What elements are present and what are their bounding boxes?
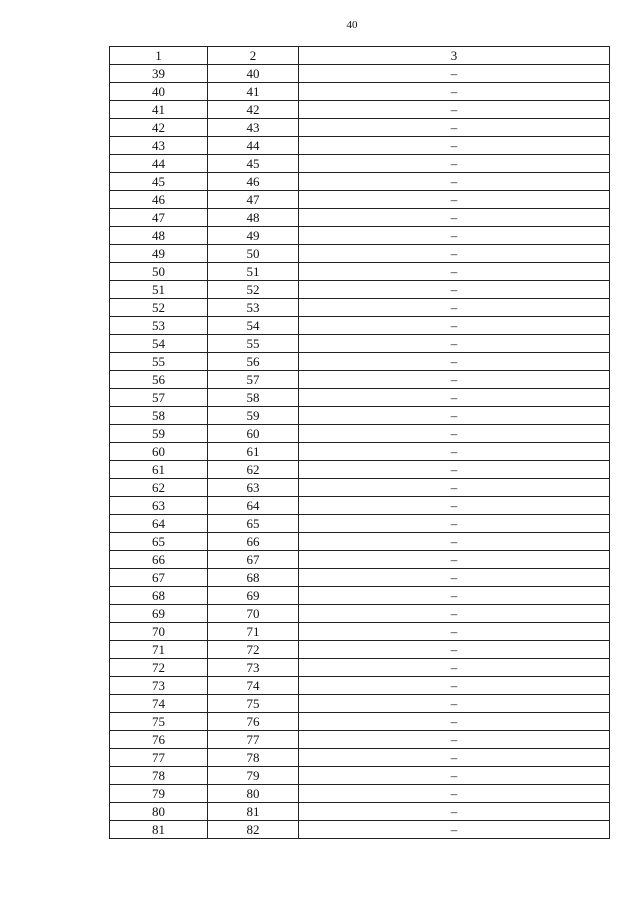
table-cell-col-1: 42 <box>110 119 208 137</box>
table-row <box>110 605 610 623</box>
table-cell-col-3: – <box>299 137 610 155</box>
table-row <box>110 767 610 785</box>
table-cell-col-1: 53 <box>110 317 208 335</box>
table-cell-col-1: 57 <box>110 389 208 407</box>
table-cell-col-2: 67 <box>208 551 299 569</box>
table-cell-col-1: 40 <box>110 83 208 101</box>
table-cell-col-3: – <box>299 371 610 389</box>
table-cell-col-1: 80 <box>110 803 208 821</box>
table-cell-col-2: 40 <box>208 65 299 83</box>
table-row <box>110 65 610 83</box>
table-cell-col-2: 41 <box>208 83 299 101</box>
table-cell-col-1: 61 <box>110 461 208 479</box>
table-row <box>110 101 610 119</box>
table-cell-col-3: – <box>299 425 610 443</box>
table-cell-col-2: 46 <box>208 173 299 191</box>
table-cell-col-3: – <box>299 443 610 461</box>
table-row <box>110 245 610 263</box>
table-cell-col-2: 76 <box>208 713 299 731</box>
table-cell-col-3: – <box>299 65 610 83</box>
table-cell-col-2: 70 <box>208 605 299 623</box>
table-row <box>110 497 610 515</box>
table-cell-col-2: 63 <box>208 479 299 497</box>
table-row <box>110 263 610 281</box>
table-cell-col-2: 51 <box>208 263 299 281</box>
table-cell-col-2: 69 <box>208 587 299 605</box>
table-cell-col-1: 65 <box>110 533 208 551</box>
table-cell-col-1: 46 <box>110 191 208 209</box>
table-cell-col-1: 70 <box>110 623 208 641</box>
table-row <box>110 731 610 749</box>
table-row <box>110 227 610 245</box>
table-cell-col-1: 64 <box>110 515 208 533</box>
table-row <box>110 281 610 299</box>
table-cell-col-1: 39 <box>110 65 208 83</box>
table-cell-col-2: 53 <box>208 299 299 317</box>
column-header-3: 3 <box>299 47 610 65</box>
table-cell-col-1: 52 <box>110 299 208 317</box>
table-cell-col-3: – <box>299 263 610 281</box>
table-cell-col-3: – <box>299 587 610 605</box>
table-cell-col-2: 62 <box>208 461 299 479</box>
header-row <box>110 47 610 65</box>
table-cell-col-2: 61 <box>208 443 299 461</box>
table-cell-col-3: – <box>299 155 610 173</box>
table-row <box>110 137 610 155</box>
table-cell-col-1: 56 <box>110 371 208 389</box>
table-cell-col-3: – <box>299 407 610 425</box>
table-cell-col-2: 56 <box>208 353 299 371</box>
table-cell-col-1: 63 <box>110 497 208 515</box>
table-cell-col-2: 65 <box>208 515 299 533</box>
table-cell-col-2: 58 <box>208 389 299 407</box>
table-cell-col-1: 69 <box>110 605 208 623</box>
table-row <box>110 443 610 461</box>
table-cell-col-3: – <box>299 101 610 119</box>
table-cell-col-1: 48 <box>110 227 208 245</box>
table-row <box>110 479 610 497</box>
table-cell-col-2: 45 <box>208 155 299 173</box>
table-cell-col-3: – <box>299 389 610 407</box>
table-cell-col-3: – <box>299 533 610 551</box>
table-cell-col-3: – <box>299 461 610 479</box>
table-cell-col-3: – <box>299 569 610 587</box>
table-cell-col-2: 75 <box>208 695 299 713</box>
table-cell-col-1: 59 <box>110 425 208 443</box>
table-cell-col-3: – <box>299 281 610 299</box>
table-cell-col-2: 44 <box>208 137 299 155</box>
table-cell-col-2: 48 <box>208 209 299 227</box>
table-row <box>110 119 610 137</box>
table-cell-col-2: 66 <box>208 533 299 551</box>
table-row <box>110 425 610 443</box>
table-cell-col-3: – <box>299 515 610 533</box>
table-row <box>110 677 610 695</box>
table-cell-col-3: – <box>299 119 610 137</box>
table-cell-col-2: 73 <box>208 659 299 677</box>
table-row <box>110 353 610 371</box>
table-cell-col-1: 81 <box>110 821 208 839</box>
table-cell-col-3: – <box>299 785 610 803</box>
table-row <box>110 623 610 641</box>
table-cell-col-1: 50 <box>110 263 208 281</box>
table-row <box>110 641 610 659</box>
table-row <box>110 821 610 839</box>
table-cell-col-2: 68 <box>208 569 299 587</box>
table-cell-col-1: 76 <box>110 731 208 749</box>
table-cell-col-2: 81 <box>208 803 299 821</box>
table-cell-col-3: – <box>299 335 610 353</box>
table-cell-col-3: – <box>299 497 610 515</box>
table-cell-col-2: 60 <box>208 425 299 443</box>
column-header-2: 2 <box>208 47 299 65</box>
table-row <box>110 173 610 191</box>
table-cell-col-3: – <box>299 173 610 191</box>
table-cell-col-1: 68 <box>110 587 208 605</box>
table-cell-col-1: 44 <box>110 155 208 173</box>
table-row <box>110 569 610 587</box>
table-row <box>110 551 610 569</box>
table-cell-col-1: 60 <box>110 443 208 461</box>
table-row <box>110 83 610 101</box>
table-cell-col-3: – <box>299 353 610 371</box>
table-cell-col-2: 64 <box>208 497 299 515</box>
table-row <box>110 713 610 731</box>
table-body <box>110 65 610 839</box>
table-cell-col-1: 58 <box>110 407 208 425</box>
table-cell-col-2: 54 <box>208 317 299 335</box>
table-cell-col-1: 45 <box>110 173 208 191</box>
table-cell-col-1: 62 <box>110 479 208 497</box>
table-cell-col-2: 52 <box>208 281 299 299</box>
table-row <box>110 191 610 209</box>
table-cell-col-1: 47 <box>110 209 208 227</box>
table-row <box>110 515 610 533</box>
table-row <box>110 155 610 173</box>
table-cell-col-1: 74 <box>110 695 208 713</box>
table-cell-col-3: – <box>299 317 610 335</box>
table-cell-col-1: 67 <box>110 569 208 587</box>
table-cell-col-3: – <box>299 479 610 497</box>
table-cell-col-1: 71 <box>110 641 208 659</box>
table-row <box>110 371 610 389</box>
table-row <box>110 407 610 425</box>
data-table <box>109 46 610 839</box>
table-cell-col-1: 77 <box>110 749 208 767</box>
table-row <box>110 749 610 767</box>
table-header <box>110 47 610 65</box>
table-cell-col-3: – <box>299 83 610 101</box>
table-cell-col-2: 59 <box>208 407 299 425</box>
table-cell-col-1: 73 <box>110 677 208 695</box>
table-row <box>110 785 610 803</box>
table-cell-col-3: – <box>299 677 610 695</box>
table-cell-col-1: 72 <box>110 659 208 677</box>
table-cell-col-3: – <box>299 749 610 767</box>
table-cell-col-1: 78 <box>110 767 208 785</box>
table-cell-col-3: – <box>299 695 610 713</box>
table-cell-col-2: 57 <box>208 371 299 389</box>
page-number: 40 <box>346 19 358 31</box>
table-cell-col-3: – <box>299 605 610 623</box>
table-cell-col-1: 49 <box>110 245 208 263</box>
table-row <box>110 299 610 317</box>
table-cell-col-3: – <box>299 641 610 659</box>
table-cell-col-1: 79 <box>110 785 208 803</box>
table-row <box>110 803 610 821</box>
table-cell-col-2: 50 <box>208 245 299 263</box>
table-cell-col-2: 79 <box>208 767 299 785</box>
table-row <box>110 461 610 479</box>
table-cell-col-3: – <box>299 821 610 839</box>
table-cell-col-3: – <box>299 731 610 749</box>
column-header-1: 1 <box>110 47 208 65</box>
table-cell-col-3: – <box>299 659 610 677</box>
table-cell-col-1: 75 <box>110 713 208 731</box>
table-cell-col-2: 80 <box>208 785 299 803</box>
table-cell-col-2: 71 <box>208 623 299 641</box>
table-row <box>110 659 610 677</box>
table-cell-col-1: 55 <box>110 353 208 371</box>
table-cell-col-2: 47 <box>208 191 299 209</box>
table-cell-col-3: – <box>299 623 610 641</box>
table-row <box>110 695 610 713</box>
table-cell-col-1: 51 <box>110 281 208 299</box>
table-cell-col-1: 54 <box>110 335 208 353</box>
table-row <box>110 533 610 551</box>
table-row <box>110 335 610 353</box>
table-row <box>110 389 610 407</box>
table-cell-col-1: 41 <box>110 101 208 119</box>
table-cell-col-3: – <box>299 803 610 821</box>
table-row <box>110 209 610 227</box>
table-cell-col-2: 55 <box>208 335 299 353</box>
table-cell-col-1: 43 <box>110 137 208 155</box>
table-cell-col-2: 43 <box>208 119 299 137</box>
table-cell-col-2: 42 <box>208 101 299 119</box>
table-cell-col-2: 49 <box>208 227 299 245</box>
table-cell-col-2: 82 <box>208 821 299 839</box>
table-cell-col-3: – <box>299 209 610 227</box>
table-row <box>110 317 610 335</box>
table-cell-col-2: 72 <box>208 641 299 659</box>
table-cell-col-3: – <box>299 191 610 209</box>
table-cell-col-2: 74 <box>208 677 299 695</box>
table-cell-col-3: – <box>299 245 610 263</box>
table-cell-col-2: 78 <box>208 749 299 767</box>
table-row <box>110 587 610 605</box>
table-cell-col-3: – <box>299 227 610 245</box>
table-cell-col-3: – <box>299 767 610 785</box>
table-cell-col-3: – <box>299 551 610 569</box>
table-cell-col-3: – <box>299 299 610 317</box>
table-cell-col-3: – <box>299 713 610 731</box>
table-cell-col-2: 77 <box>208 731 299 749</box>
table-cell-col-1: 66 <box>110 551 208 569</box>
